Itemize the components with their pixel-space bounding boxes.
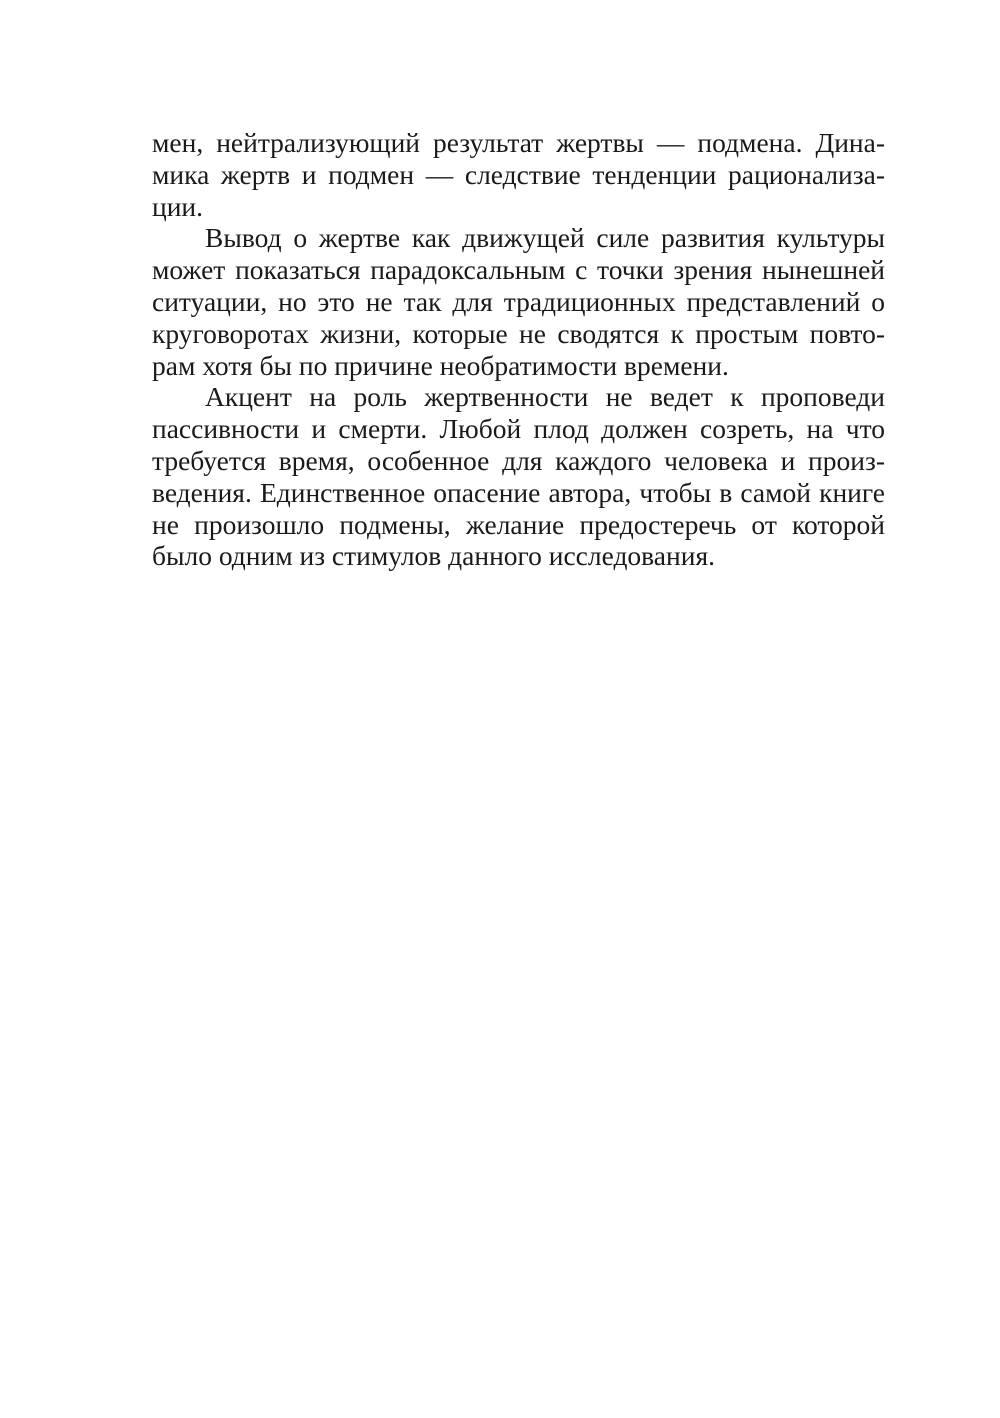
text-line: Акцент на роль жертвенности не ведет к проповеди (205, 381, 885, 413)
text-line: Вывод о жертве как движущей силе развития культуры (205, 222, 885, 254)
text-line: круговоротах жизни, которые не сводятся к простым повто- (152, 317, 885, 349)
body-text (152, 127, 885, 572)
text-line: мен, нейтрализующий результат жертвы — подмена. Дина- (152, 127, 885, 158)
text-line: было одним из стимулов данного исследования. (152, 540, 715, 572)
paragraph-1 (152, 127, 885, 222)
text-line: рам хотя бы по причине необратимости времени. (152, 349, 729, 381)
text-line: ситуации, но это не так для традиционных представлений о (152, 285, 885, 317)
text-line: требуется время, особенное для каждого человека и произ- (152, 444, 885, 476)
paragraph-2 (152, 222, 885, 381)
text-line: ведения. Единственное опасение автора, чтобы в самой книге (152, 476, 885, 508)
text-line: может показаться парадоксальным с точки зрения нынешней (152, 254, 885, 286)
text-line: не произошло подмены, желание предостеречь от которой (152, 508, 885, 540)
paragraph-3 (152, 381, 885, 572)
text-line: ции. (152, 190, 204, 222)
text-line: мика жертв и подмен — следствие тенденции рационализа- (152, 158, 885, 190)
text-line: пассивности и смерти. Любой плод должен созреть, на что (152, 413, 885, 445)
